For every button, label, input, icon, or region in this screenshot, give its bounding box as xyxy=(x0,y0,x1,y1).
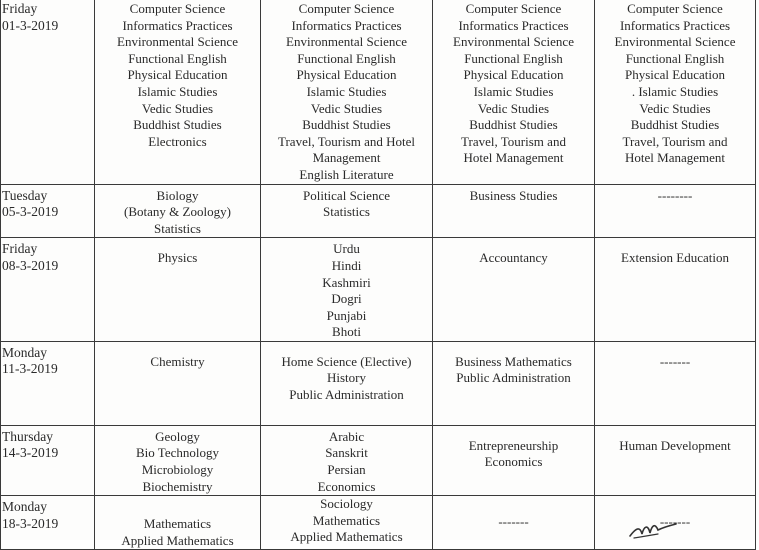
subject: Management xyxy=(312,150,381,166)
day-label: Monday xyxy=(2,499,47,515)
subject: Informatics Practices xyxy=(291,17,402,33)
subject: Electronics xyxy=(148,133,207,149)
subjects-col2 xyxy=(261,184,433,238)
date-label: 08-3-2019 xyxy=(2,257,59,273)
table-row xyxy=(1,0,756,184)
subjects-col1 xyxy=(95,0,261,184)
subject: Vedic Studies xyxy=(477,100,550,116)
subject: Sociology xyxy=(320,496,373,512)
subject: Informatics Practices xyxy=(122,17,233,33)
subject: Physics xyxy=(157,250,198,266)
day-label: Friday xyxy=(2,241,38,257)
subject: Buddhist Studies xyxy=(469,117,558,133)
subject: Islamic Studies xyxy=(137,83,218,99)
day-label: Monday xyxy=(2,344,47,360)
empty-dash: -------- xyxy=(657,187,693,203)
day-label: Friday xyxy=(2,1,38,16)
subject: Economics xyxy=(317,478,376,494)
subject: Buddhist Studies xyxy=(630,117,720,133)
subjects-col2 xyxy=(261,0,433,184)
subject: Geology xyxy=(155,428,200,444)
subjects-col4 xyxy=(595,184,756,238)
subject: Business Studies xyxy=(469,187,558,203)
subject: Biochemistry xyxy=(142,478,213,494)
subject: Political Science xyxy=(302,187,390,203)
empty-dash: ------- xyxy=(659,514,691,530)
subject: Computer Science xyxy=(465,1,562,16)
subjects-col3 xyxy=(433,496,595,550)
subject: Punjabi xyxy=(326,307,367,323)
subject: Applied Mathematics xyxy=(290,529,403,545)
subject: Biology xyxy=(156,187,199,203)
subject: Statistics xyxy=(323,204,370,220)
subject: Environmental Science xyxy=(614,34,736,50)
subject: Urdu xyxy=(333,241,360,257)
subject: Arabic xyxy=(328,428,365,444)
subject: Computer Science xyxy=(129,1,226,16)
day-label: Tuesday xyxy=(2,187,48,203)
subject: (Botany & Zoology) xyxy=(124,204,231,220)
subjects-col2 xyxy=(261,341,433,425)
subject: Hindi xyxy=(331,257,362,273)
subject: Travel, Tourism and xyxy=(461,133,566,149)
subjects-col4 xyxy=(595,425,756,495)
subject: Informatics Practices xyxy=(619,17,731,33)
subject: Computer Science xyxy=(627,1,723,16)
subject: Vedic Studies xyxy=(639,100,711,116)
subjects-col2 xyxy=(261,425,433,495)
subject: Statistics xyxy=(154,220,201,236)
subject: . Islamic Studies xyxy=(631,83,719,99)
empty-dash: ------- xyxy=(659,353,691,369)
subject: Environmental Science xyxy=(453,34,574,50)
subjects-col1 xyxy=(95,184,261,238)
subjects-col3 xyxy=(433,425,595,495)
subject: Hotel Management xyxy=(463,150,564,166)
date-label: 14-3-2019 xyxy=(2,445,59,461)
subject: Bio Technology xyxy=(136,445,219,461)
table-row xyxy=(1,184,756,238)
table-row xyxy=(1,425,756,495)
subject: Environmental Science xyxy=(117,34,238,50)
subject: Functional English xyxy=(128,50,227,66)
subjects-col2 xyxy=(261,496,433,550)
subjects-col3 xyxy=(433,0,595,184)
subject: Kashmiri xyxy=(322,274,371,290)
subjects-col1 xyxy=(95,496,261,550)
subject: Informatics Practices xyxy=(458,17,569,33)
subject: Public Administration xyxy=(289,387,404,403)
date-label: 11-3-2019 xyxy=(2,361,58,377)
subjects-col3 xyxy=(433,238,595,342)
subjects-col3 xyxy=(433,341,595,425)
subject: Travel, Tourism and Hotel xyxy=(277,133,416,149)
subject: Extension Education xyxy=(621,250,729,266)
subject: Business Mathematics xyxy=(455,353,572,369)
date-label: 18-3-2019 xyxy=(2,515,59,531)
subject: Environmental Science xyxy=(286,34,407,50)
subject: Bhoti xyxy=(332,324,361,340)
subject: Vedic Studies xyxy=(310,100,383,116)
subject: Human Development xyxy=(619,437,731,453)
day-label: Thursday xyxy=(2,428,53,444)
subject: Physical Education xyxy=(624,67,725,83)
subject: Physical Education xyxy=(463,67,564,83)
day-date-cell xyxy=(1,496,95,550)
subjects-col4 xyxy=(595,238,756,342)
subject: Home Science (Elective) xyxy=(281,353,412,369)
subject: Buddhist Studies xyxy=(302,117,391,133)
day-date-cell xyxy=(1,341,95,425)
subjects-col1 xyxy=(95,341,261,425)
subject: Entrepreneurship xyxy=(468,437,559,453)
subject: Functional English xyxy=(625,50,725,66)
subject: Islamic Studies xyxy=(306,83,387,99)
subject: Sanskrit xyxy=(325,445,368,461)
table-row xyxy=(1,238,756,342)
subject: History xyxy=(327,370,366,386)
subjects-col3 xyxy=(433,184,595,238)
empty-dash: ------- xyxy=(498,514,529,530)
day-date-cell xyxy=(1,0,95,184)
subject: Mathematics xyxy=(312,512,381,528)
subject: Islamic Studies xyxy=(473,83,554,99)
date-label: 01-3-2019 xyxy=(2,17,59,33)
subject: Physical Education xyxy=(127,67,228,83)
subject: Microbiology xyxy=(141,462,214,478)
subject: Buddhist Studies xyxy=(133,117,222,133)
subject: Economics xyxy=(484,454,543,470)
subjects-col1 xyxy=(95,425,261,495)
date-label: 05-3-2019 xyxy=(2,204,59,220)
subject: Vedic Studies xyxy=(141,100,214,116)
subjects-col1 xyxy=(95,238,261,342)
subject: Physical Education xyxy=(296,67,397,83)
subjects-col4 xyxy=(595,0,756,184)
table-row xyxy=(1,341,756,425)
subject: Persian xyxy=(327,462,366,478)
subjects-col2 xyxy=(261,238,433,342)
subject: Mathematics xyxy=(143,516,212,532)
day-date-cell xyxy=(1,425,95,495)
subject: Computer Science xyxy=(298,1,395,16)
subject: Functional English xyxy=(297,50,396,66)
subject: English Literature xyxy=(299,166,394,182)
subject: Applied Mathematics xyxy=(121,532,234,548)
subject: Accountancy xyxy=(479,250,548,266)
handwritten-signature xyxy=(628,514,708,540)
subject: Functional English xyxy=(464,50,563,66)
subjects-col4 xyxy=(595,341,756,425)
subject: Public Administration xyxy=(456,370,571,386)
subject: Chemistry xyxy=(150,353,205,369)
subject: Travel, Tourism and xyxy=(622,133,728,149)
day-date-cell xyxy=(1,238,95,342)
day-date-cell xyxy=(1,184,95,238)
subject: Hotel Management xyxy=(625,150,725,166)
subject: Dogri xyxy=(331,291,362,307)
